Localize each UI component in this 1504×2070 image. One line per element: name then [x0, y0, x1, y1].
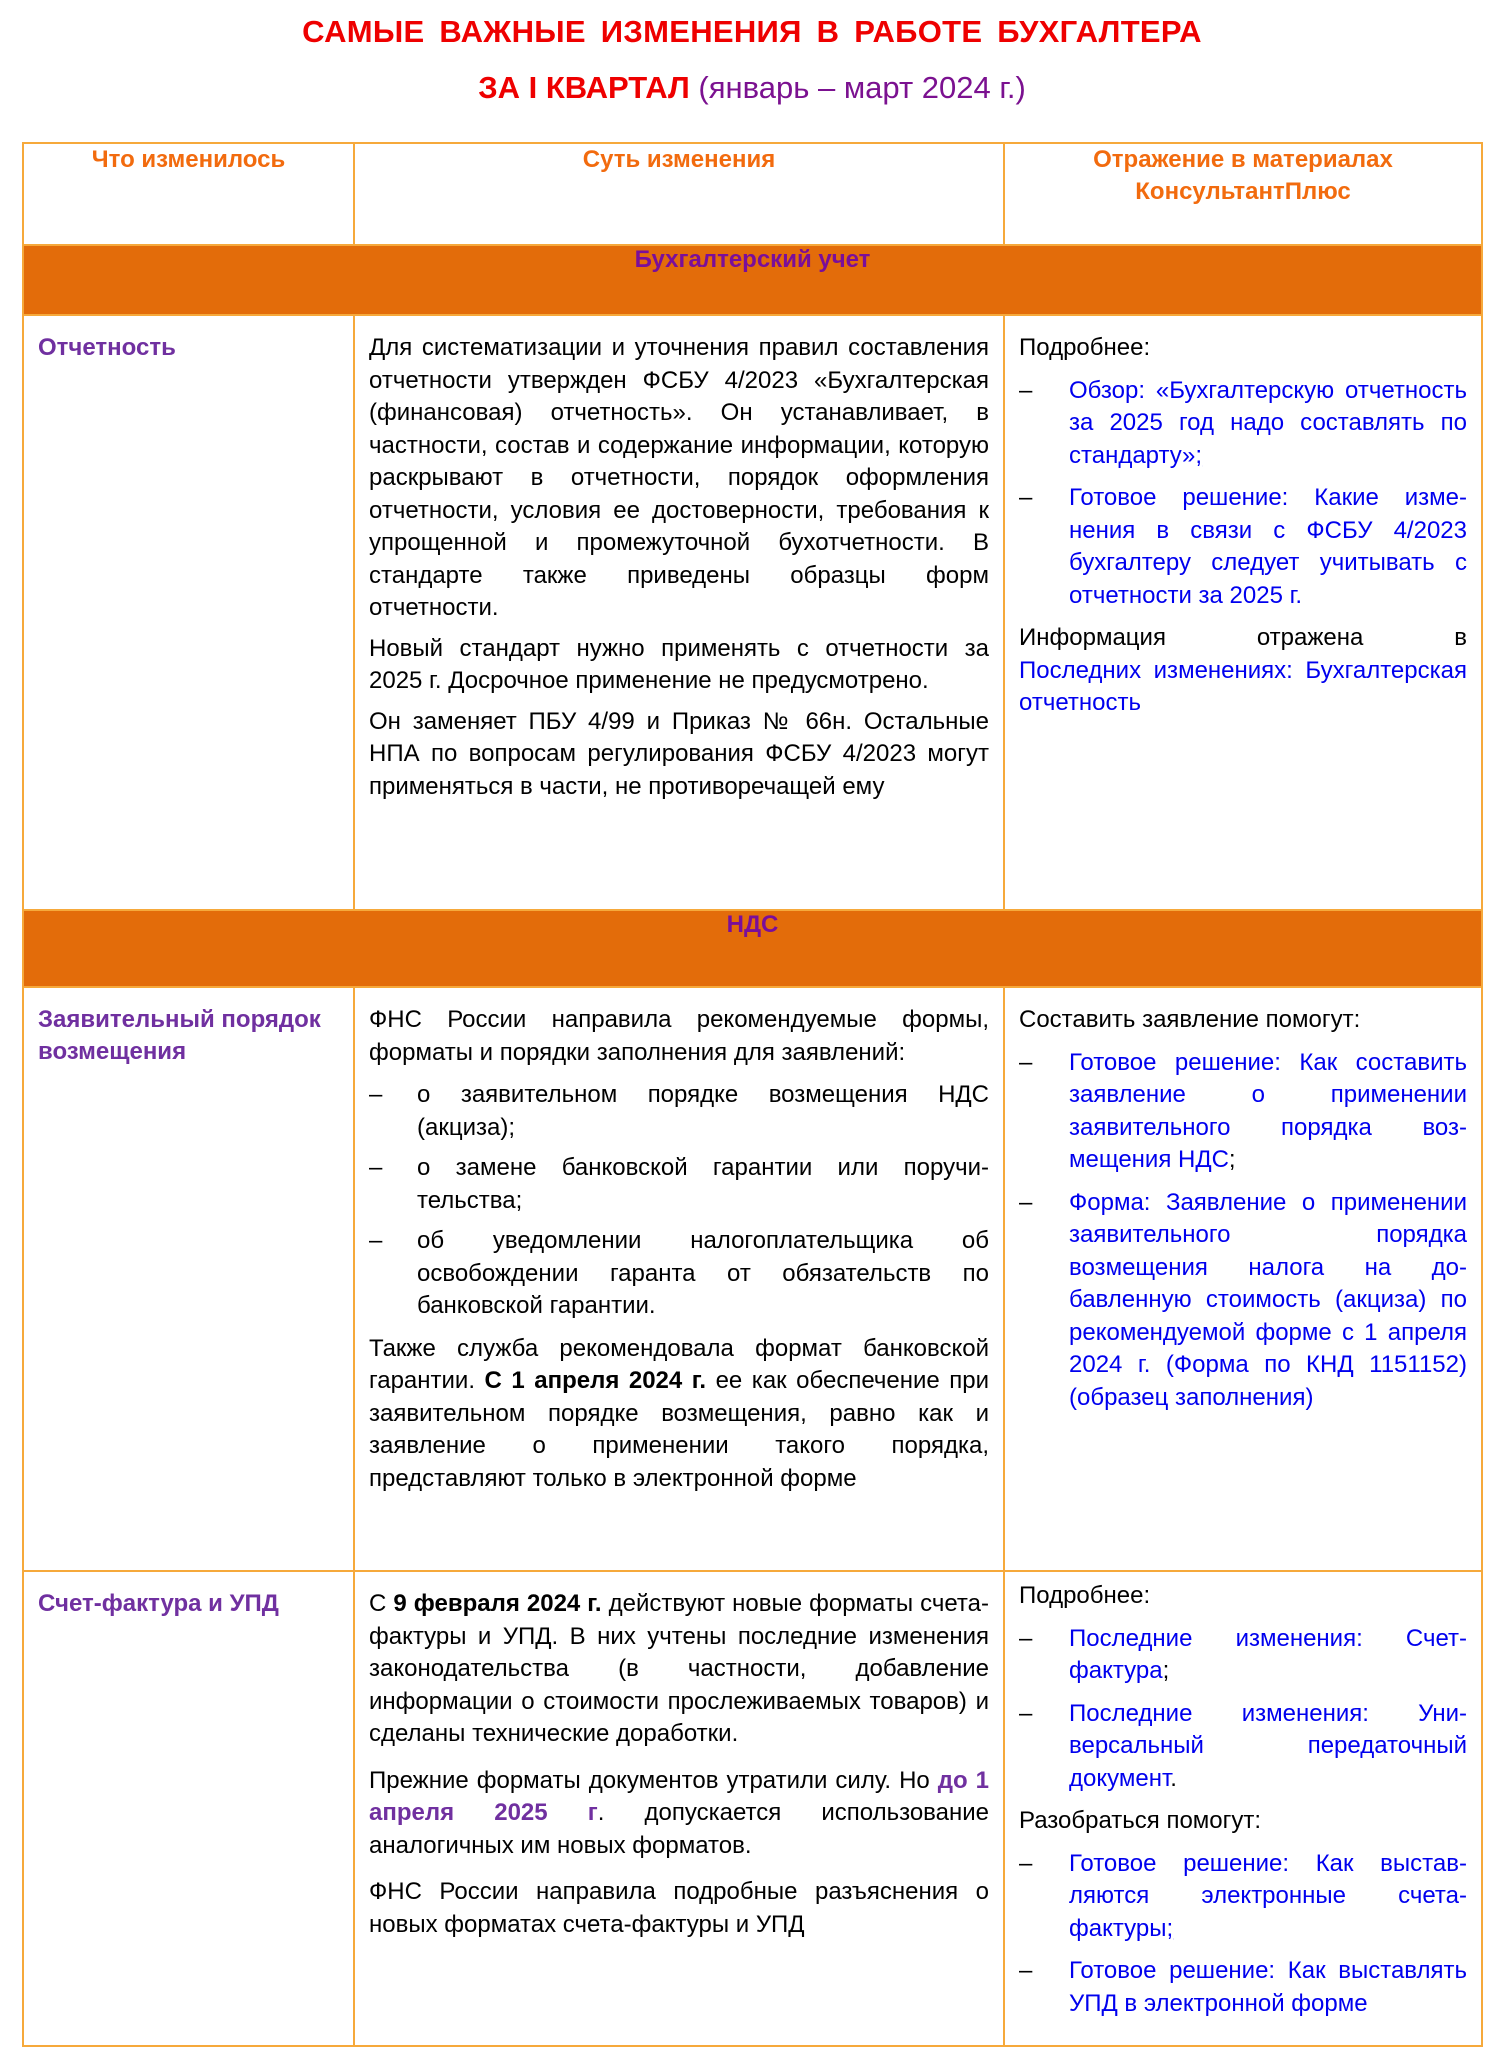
link-ready-solution-einvoice[interactable]: Готовое решение: Как выставляются электронные счета-фактуры [1069, 1849, 1467, 1942]
refs-intro: Составить заявление помогут: [1019, 1006, 1361, 1033]
punctuation: ; [1228, 1146, 1236, 1173]
link-latest-changes[interactable]: Последних изменениях: Бухгалтерская отчетность [1019, 656, 1467, 716]
link-form[interactable]: Форма: Заявление о применении заявительного порядка возмещения налога на добавленную стоимость (акциза) по рекомендуемой форме с 1 апреля 2024 г. (Форма по КНД 1151152) (образец заполнения) [1069, 1188, 1467, 1411]
page-title: САМЫЕ ВАЖНЫЕ ИЗМЕНЕНИЯ В РАБОТЕ БУХГАЛТЕРА [302, 14, 1202, 49]
list-item [1019, 375, 1467, 473]
essence-paragraph: Он заменяет ПБУ 4/99 и Приказ № 66н. Остальные НПА по вопросам регулирования ФСБУ 4/2023 могут применяться в части, не противоречащей ему [369, 707, 989, 800]
list-item [369, 1152, 989, 1217]
dash-bullet-icon: – [369, 1081, 383, 1108]
refs-list [1019, 1047, 1467, 1415]
essence-paragraph: ФНС России направила рекомендуемые формы, форматы и порядки заполнения для заявлений: [369, 1006, 989, 1066]
dash-bullet-icon: – [369, 1154, 383, 1181]
list-item-text: о заявительном порядке возмещения НДС (акциза); [417, 1081, 989, 1141]
refs-intro: Подробнее: [1019, 334, 1151, 361]
text-run: ее как обеспечение при заявительном порядке возмещения, равно как и заявление о применении такого порядка, представляют только в электронной форме [369, 1367, 990, 1492]
text-run: Также служба рекомендовала формат банковской гарантии. [369, 1334, 989, 1394]
link-latest-changes-invoice[interactable]: Последние изменения: Счет-фактура [1069, 1624, 1467, 1684]
header-consultant-materials: Отражение в материалах КонсультантПлюс [1004, 143, 1482, 245]
list-item [1019, 482, 1467, 612]
row-label: Счет-фактура и УПД [23, 1571, 354, 2046]
list-item [369, 1079, 989, 1144]
page-subtitle [0, 70, 1504, 106]
link-ready-solution[interactable]: Готовое решение: Как составить заявление о применении заявительного порядка возмещения НДС [1069, 1048, 1467, 1173]
header-what-changed: Что изменилось [23, 143, 354, 245]
dash-bullet-icon: – [1019, 1699, 1033, 1727]
dash-bullet-icon: – [369, 1227, 383, 1254]
section-title: НДС [23, 910, 1482, 987]
essence-paragraph [369, 1588, 989, 1751]
refs-list [1019, 375, 1467, 613]
refs-outro [1019, 622, 1467, 720]
period-label: (январь – март 2024 г.) [698, 70, 1026, 105]
essence-cell [354, 987, 1004, 1571]
references-cell [1004, 315, 1482, 910]
references-cell [1004, 1571, 1482, 2046]
date-highlight: 9 февраля 2024 г. [393, 1590, 602, 1617]
text-run: действуют новые форматы счета-фактуры и УПД. В них учтены последние изменения законодательства (в частности, добавление информации о стоимости прослеживаемых товаров) и сделаны технические доработки. [369, 1590, 989, 1747]
text-run: . допускается использование аналогичных им новых форматов. [369, 1799, 990, 1859]
text-run: С [369, 1590, 387, 1617]
section-band-vat [23, 910, 1482, 987]
table-row [23, 1571, 1482, 2046]
changes-table [22, 142, 1483, 2047]
refs-list [1019, 1623, 1467, 1796]
dash-bullet-icon: – [1019, 484, 1033, 511]
list-item [1019, 1187, 1467, 1415]
dash-bullet-icon: – [1019, 1624, 1033, 1652]
refs-list [1019, 1848, 1467, 2021]
section-band-accounting [23, 245, 1482, 315]
dash-bullet-icon: – [1019, 1188, 1033, 1216]
refs-intro: Разобраться помогут: [1019, 1807, 1262, 1834]
quarter-label: ЗА I КВАРТАЛ [478, 70, 690, 105]
references-cell [1004, 987, 1482, 1571]
refs-intro: Подробнее: [1019, 1582, 1151, 1609]
refs-outro-text: Информация отражена в [1019, 624, 1467, 651]
row-label: Отчетность [23, 315, 354, 910]
date-highlight: до 1 апреля 2025 г [369, 1766, 989, 1826]
link-tail[interactable]: ; [1166, 1914, 1174, 1942]
essence-paragraph [369, 1765, 989, 1863]
list-item-text: об уведомлении налогоплательщика об освобождении гаранта от обязательств по банковской гарантии. [417, 1227, 989, 1319]
list-item [1019, 1848, 1467, 1946]
date-highlight: С 1 апреля 2024 г. [484, 1367, 707, 1394]
dash-bullet-icon: – [1019, 1957, 1033, 1984]
punctuation: ; [1162, 1657, 1170, 1684]
link-ready-solution-eupd[interactable]: Готовое решение: Как выставлять УПД в электронной форме [1069, 1957, 1467, 2017]
list-item-text: о замене банковской гарантии или поручительства; [417, 1154, 989, 1214]
essence-paragraph [369, 1333, 989, 1496]
row-label: Заявительный порядок возмещения [23, 987, 354, 1571]
essence-paragraph: Новый стандарт нужно применять с отчетности за 2025 г. Досрочное применение не предусмотрено. [369, 634, 989, 694]
text-run: Прежние форматы документов утратили силу. Но [369, 1766, 930, 1794]
link-ready-solution[interactable]: Готовое решение: Какие изменения в связи с ФСБУ 4/2023 бухгалтеру следует учитывать с отчетности за 2025 г. [1069, 484, 1467, 609]
link-overview[interactable]: Обзор: «Бухгалтерскую отчетность за 2025 год надо составлять по стандарту» [1069, 376, 1467, 469]
list-item [1019, 1698, 1467, 1796]
link-tail[interactable]: ; [1195, 441, 1203, 469]
dash-bullet-icon: – [1019, 1048, 1033, 1076]
section-title: Бухгалтерский учет [23, 245, 1482, 315]
essence-paragraph: ФНС России направила подробные разъяснения о новых форматах счета-фактуры и УПД [369, 1878, 989, 1938]
dash-bullet-icon: – [1019, 1849, 1033, 1877]
table-header-row [23, 143, 1482, 245]
list-item [369, 1225, 989, 1323]
table-row [23, 987, 1482, 1571]
list-item [1019, 1623, 1467, 1688]
essence-cell [354, 315, 1004, 910]
dash-bullet-icon: – [1019, 376, 1033, 404]
list-item [1019, 1955, 1467, 2020]
header-essence: Суть изменения [354, 143, 1004, 245]
essence-list [369, 1079, 989, 1323]
table-row [23, 315, 1482, 910]
punctuation: . [1170, 1764, 1177, 1792]
link-latest-changes-upd[interactable]: Последние изменения: Универсальный передаточный документ [1069, 1699, 1467, 1792]
essence-cell [354, 1571, 1004, 2046]
list-item [1019, 1047, 1467, 1177]
essence-paragraph: Для систематизации и уточнения правил составления отчетности утвержден ФСБУ 4/2023 «Бухгалтерская (финансовая) отчетность». Он устанавливает, в частности, состав и содержание информации, которую раскрывают в отчетности, порядок оформления отчетности, условия ее достоверности, требования к упрощенной и промежуточной бухотчетности. В стандарте также приведены образцы форм отчетности. [369, 334, 989, 621]
